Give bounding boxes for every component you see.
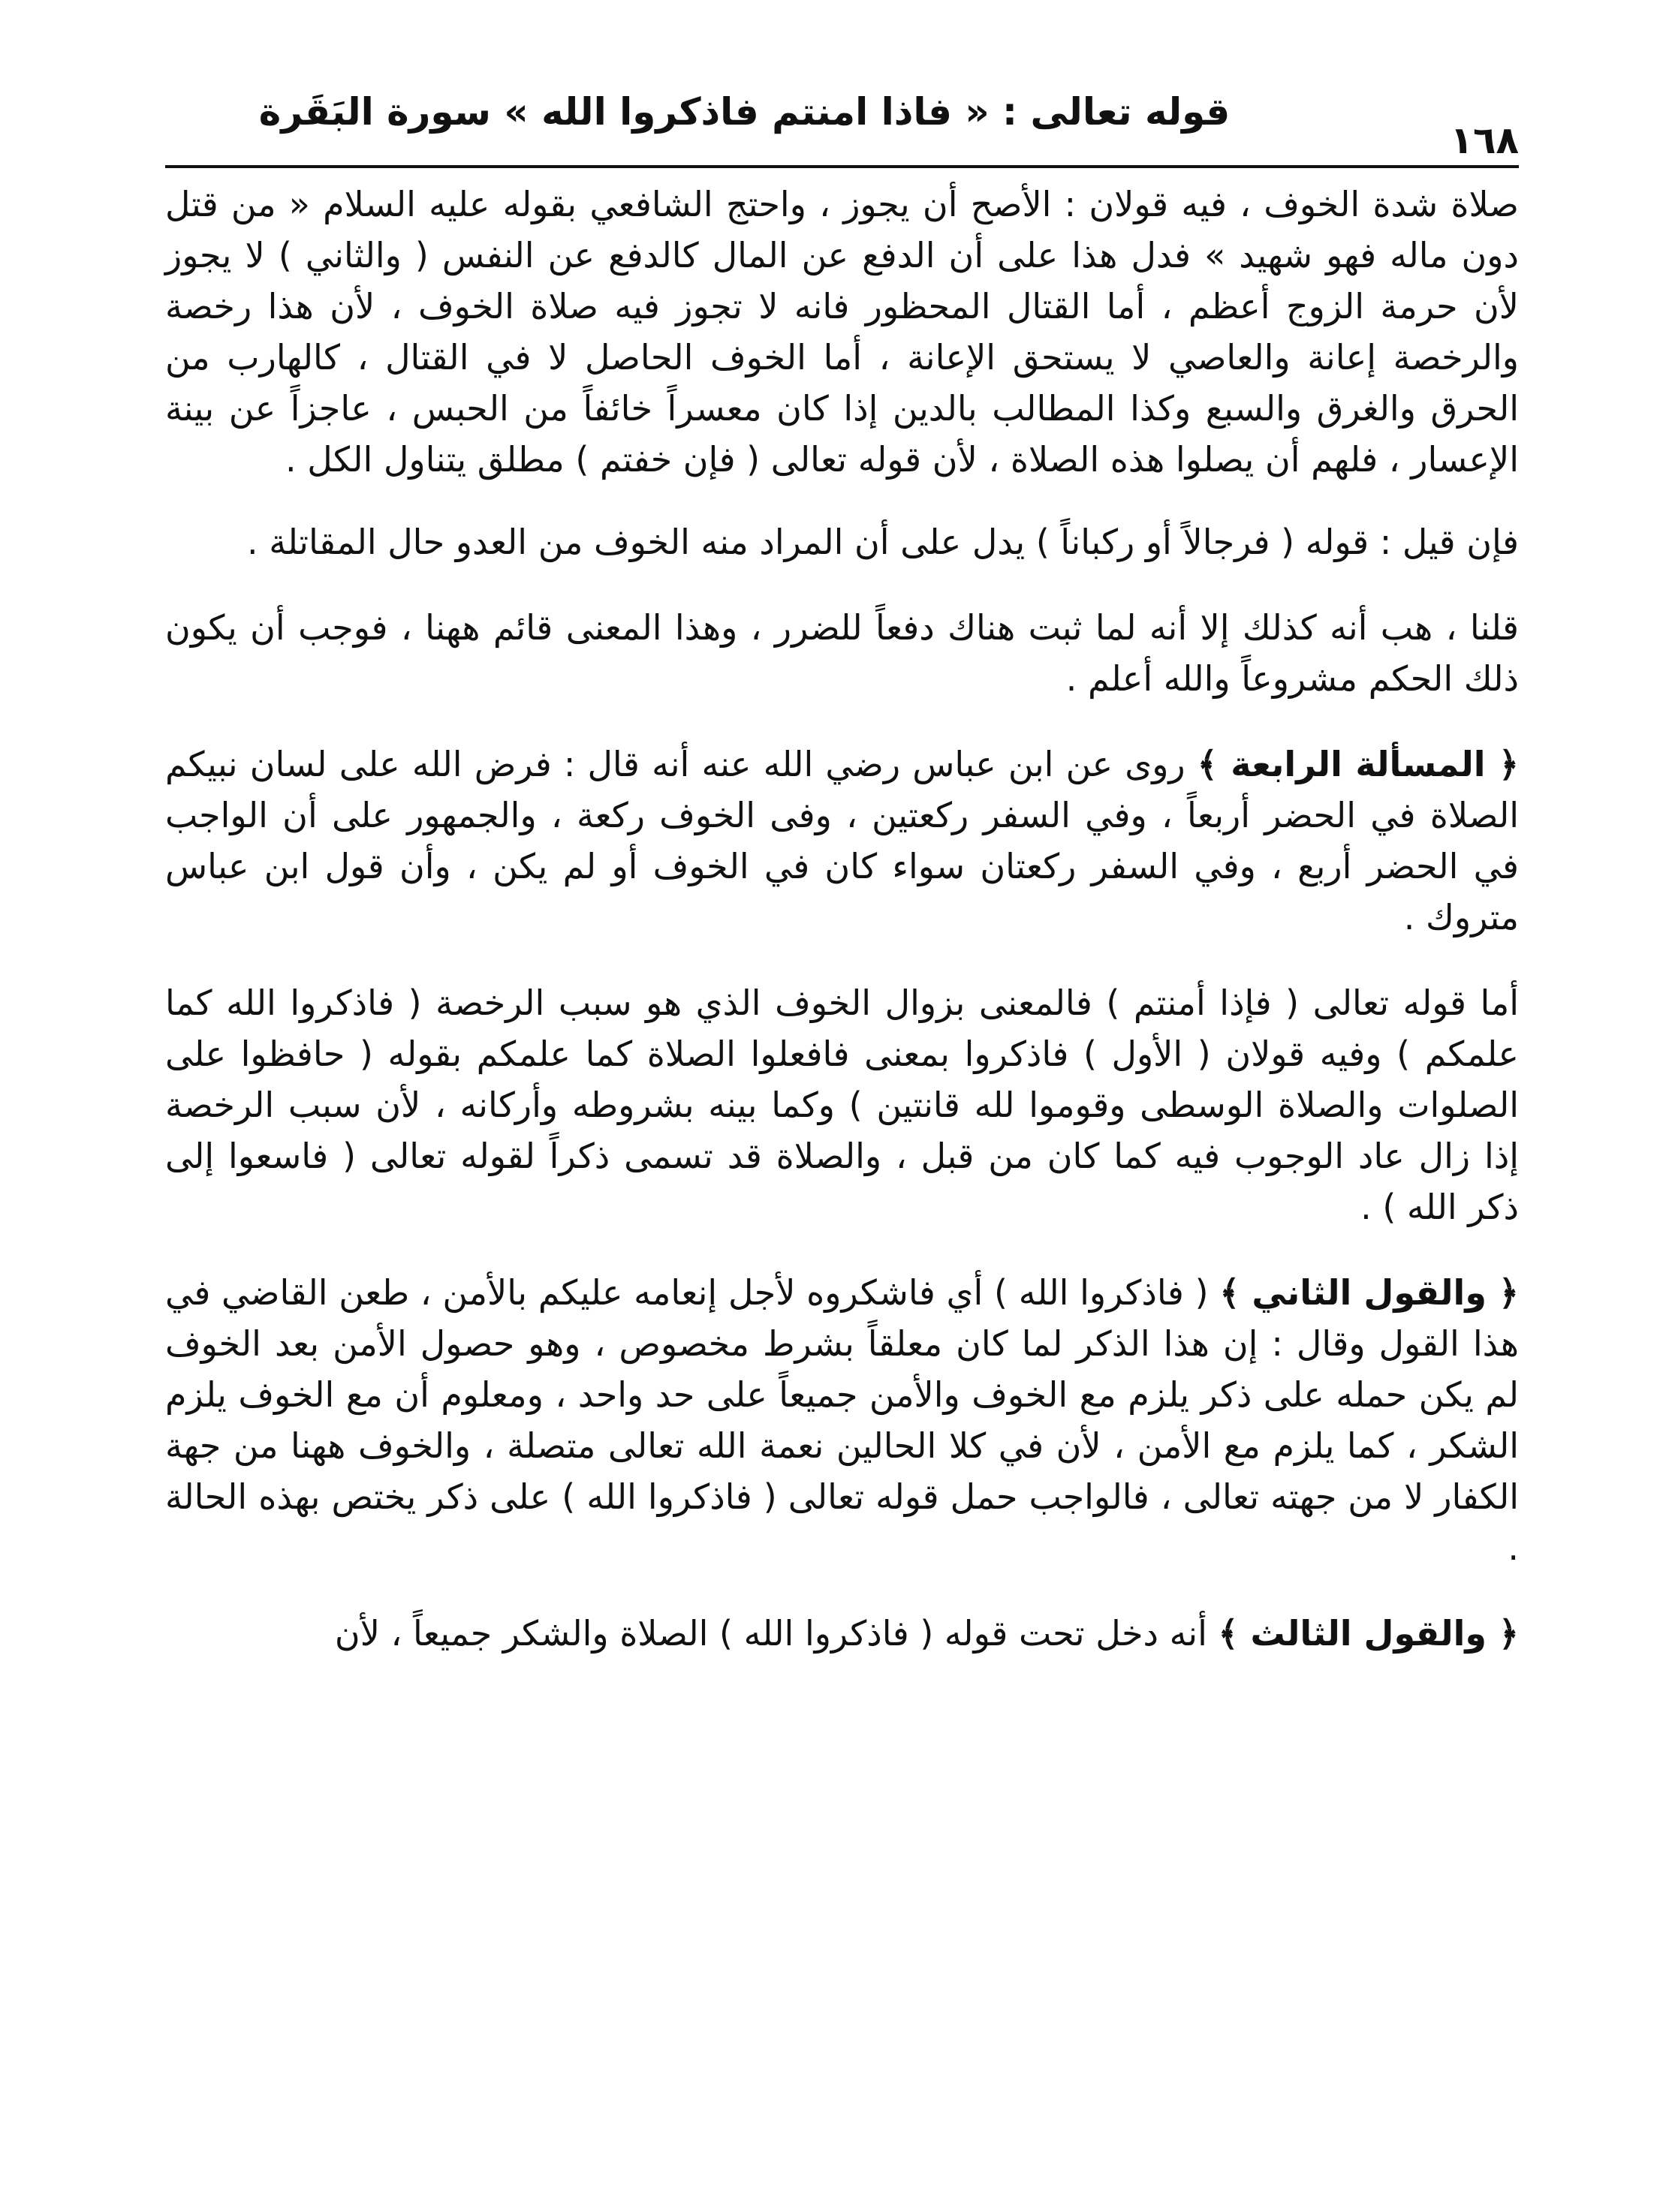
- paragraph-text: أما قوله تعالى ( فإذا أمنتم ) فالمعنى بزوال الخوف الذي هو سبب الرخصة ( فاذكروا الله كما علمكم ) وفيه قولان ( الأول ) فاذكروا بمعنى فافعلوا الصلاة كما علمكم بقوله ( حافظوا على الصلوات والصلاة الوسطى وقوموا لله قانتين ) وكما بينه بشروطه وأركانه ، لأن سبب الرخصة إذا زال عاد الوجوب فيه كما كان من قبل ، والصلاة قد تسمى ذكراً لقوله تعالى ( فاسعوا إلى ذكر الله ) .: [165, 983, 1519, 1227]
- paragraph-1: [165, 179, 1519, 485]
- paragraph-2: [165, 516, 1519, 567]
- paragraph-text: أنه دخل تحت قوله ( فاذكروا الله ) الصلاة والشكر جميعاً ، لأن: [334, 1613, 1207, 1654]
- paragraph-text: روى عن ابن عباس رضي الله عنه أنه قال : فرض الله على لسان نبيكم الصلاة في الحضر أربعاً ، وفي السفر ركعتين ، وفى الخوف ركعة ، والجمهور على أن الواجب في الحضر أربع ، وفي السفر ركعتان سواء كان في الخوف أو لم يكن ، وأن قول ابن عباس متروك .: [165, 744, 1519, 937]
- paragraph-3: [165, 602, 1519, 704]
- page-header: [165, 90, 1519, 165]
- section-heading: ﴿ المسألة الرابعة ﴾: [1197, 744, 1520, 784]
- paragraph-4: [165, 739, 1519, 943]
- paragraph-text: صلاة شدة الخوف ، فيه قولان : الأصح أن يجوز ، واحتج الشافعي بقوله عليه السلام « من قتل دون ماله فهو شهيد » فدل هذا على أن الدفع عن المال كالدفع عن النفس ( والثاني ) لا يجوز لأن حرمة الزوج أعظم ، أما القتال المحظور فانه لا تجوز فيه صلاة الخوف ، لأن هذا رخصة والرخصة إعانة والعاصي لا يستحق الإعانة ، أما الخوف الحاصل لا في القتال ، كالهارب من الحرق والغرق والسبع وكذا المطالب بالدين إذا كان معسراً خائفاً من الحبس ، عاجزاً عن بينة الإعسار ، فلهم أن يصلوا هذه الصلاة ، لأن قوله تعالى ( فإن خفتم ) مطلق يتناول الكل .: [165, 184, 1519, 480]
- paragraph-5: [165, 977, 1519, 1232]
- paragraph-text: فإن قيل : قوله ( فرجالاً أو ركباناً ) يدل على أن المراد منه الخوف من العدو حال المقاتلة .: [247, 522, 1519, 562]
- running-title: قوله تعالى : « فاذا امنتم فاذكروا الله » سورة البَقَرة: [258, 90, 1231, 134]
- section-heading: ﴿ والقول الثالث ﴾: [1218, 1613, 1519, 1654]
- paragraph-7: [165, 1608, 1519, 1659]
- header-rule: [165, 165, 1519, 168]
- page-body: [165, 179, 1519, 1659]
- page-number: ١٦٨: [1450, 119, 1519, 162]
- paragraph-text: ( فاذكروا الله ) أي فاشكروه لأجل إنعامه عليكم بالأمن ، طعن القاضي في هذا القول وقال : إن هذا الذكر لما كان معلقاً بشرط مخصوص ، وهو حصول الأمن بعد الخوف لم يكن حمله على ذكر يلزم مع الخوف والأمن جميعاً على حد واحد ، ومعلوم أن مع الخوف يلزم الشكر ، كما يلزم مع الأمن ، لأن في كلا الحالين نعمة الله تعالى متصلة ، والخوف ههنا من جهة الكفار لا من جهته تعالى ، فالواجب حمل قوله تعالى ( فاذكروا الله ) على ذكر يختص بهذه الحالة .: [165, 1272, 1519, 1568]
- section-heading: ﴿ والقول الثاني ﴾: [1219, 1272, 1519, 1313]
- paragraph-6: [165, 1267, 1519, 1573]
- paragraph-text: قلنا ، هب أنه كذلك إلا أنه لما ثبت هناك دفعاً للضرر ، وهذا المعنى قائم ههنا ، فوجب أن يكون ذلك الحكم مشروعاً والله أعلم .: [165, 607, 1519, 699]
